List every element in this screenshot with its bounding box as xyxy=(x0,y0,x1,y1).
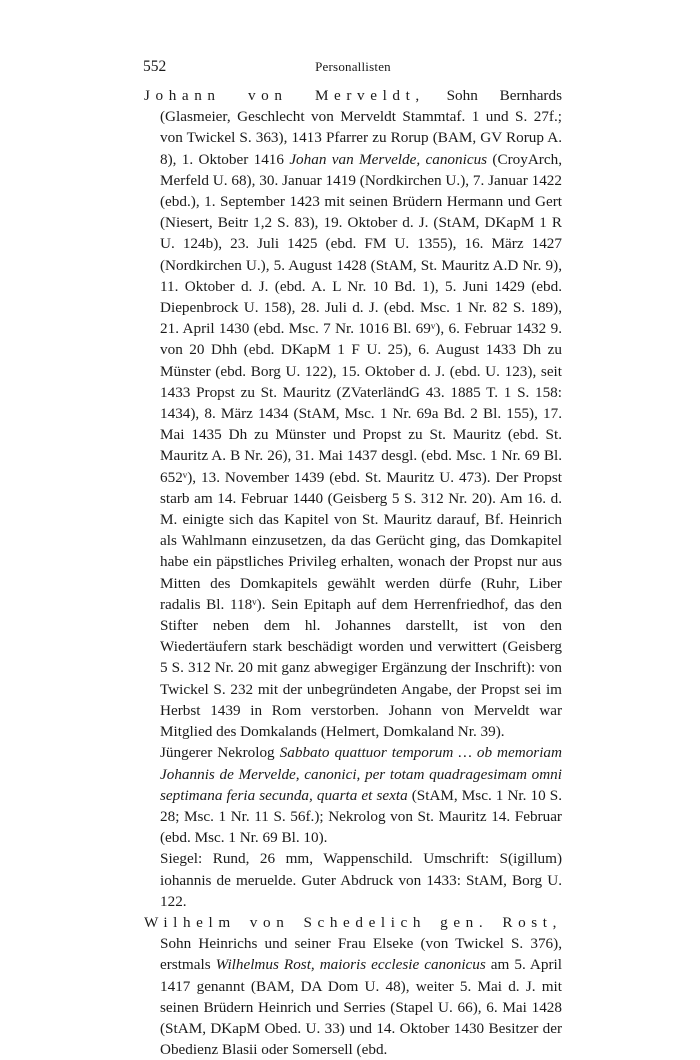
nekrolog-paragraph xyxy=(160,742,562,848)
entry-text: Sohn Bernhards (Glasmeier, Geschlecht von Merveldt Stammtaf. 1 und S. 27f.; von Twickel S. 363), 1413 Pfarrer zu Rorup (BAM, GV Rorup A. 8), 1. Oktober 1416 xyxy=(160,87,562,168)
entry-quote: Wilhelmus Rost, maioris ecclesie canonicus xyxy=(215,956,486,974)
siegel-paragraph: Siegel: Rund, 26 mm, Wappenschild. Umschrift: S(igillum) iohannis de meruelde. Guter Abdruck von 1433: StAM, Borg U. 122. xyxy=(160,850,562,910)
nekrolog-suffix: (StAM, Msc. 1 Nr. 10 S. 28; Msc. 1 Nr. 11 S. 56f.); Nekrolog von St. Mauritz 14. Februar (ebd. Msc. 1 Nr. 69 Bl. 10). xyxy=(160,786,562,847)
text-body xyxy=(144,85,562,1060)
entry-johann-von-merveldt xyxy=(144,85,562,742)
entry-wilhelm-von-schedelich xyxy=(144,912,562,1060)
entry-text-continued: (CroyArch, Merfeld U. 68), 30. Januar 1419 (Nordkirchen U.), 7. Januar 1422 (ebd.), 1. September 1423 mit seinen Brüdern Hermann und Gert (Niesert, Beitr 1,2 S. 83), 19. Oktober d. J. (StAM, DKapM 1 R U. 124b), 23. Juli 1425 (ebd. FM U. 1355), 16. März 1427 (Nordkirchen U.), 5. August 1428 (StAM, St. Mauritz A.D Nr. 9), 11. Oktober d. J. (ebd. A. L Nr. 10 Bd. 1), 5. Juni 1429 (ebd. Diepenbrock U. 158), 28. Juli d. J. (ebd. Msc. 1 Nr. 82 S. 189), 21. April 1430 (ebd. Msc. 7 Nr. 1016 Bl. 69ᵛ), 6. Februar 1432 9. von 20 Dhh (ebd. DKapM 1 F U. 25), 6. August 1433 Dh zu Münster (ebd. Borg U. 122), 15. Oktober d. J. (ebd. U. 123), seit 1433 Propst zu St. Mauritz (ZVaterländG 43. 1885 T. 1 S. 158: 1434), 8. März 1434 (StAM, Msc. 1 Nr. 69a Bd. 2 Bl. 155), 17. Mai 1435 Dh zu Münster und Propst zu St. Mauritz (ebd. St. Mauritz A. B Nr. 26), 31. Mai 1437 desgl. (ebd. Msc. 1 Nr. 69 Bl. 652ᵛ), 13. November 1439 (ebd. St. Mauritz U. 473). Der Propst starb am 14. Februar 1440 (Geisberg 5 S. 312 Nr. 20). Am 16. d. M. einigte sich das Kapitel von St. Mauritz darauf, Bf. Heinrich als Wahlmann einzusetzen, da das Gerücht ging, das Domkapitel habe ein päpstliches Privileg erhalten, wonach der Propst nur aus Mitten des Domkapitels gewählt werden dürfe (Ruhr, Liber radalis Bl. 118ᵛ). Sein Epitaph auf dem Herrenfriedhof, das den Stifter neben dem hl. Johannes darstellt, ist von den Wiedertäufern stark beschädigt worden und verwittert (Geisberg 5 S. 312 Nr. 20 mit ganz abwegiger Ergänzung der Inschrift): von Twickel S. 232 mit der unbegründeten Angabe, der Propst sei im Herbst 1439 in Rom verstorben. Johann von Merveldt war Mitglied des Domkalands (Helmert, Domkaland Nr. 39). xyxy=(160,150,562,741)
entry-quote: Johan van Mervelde, canonicus xyxy=(289,150,488,168)
entry-name: Johann von Merveldt, xyxy=(144,87,425,104)
nekrolog-prefix: Jüngerer Nekrolog xyxy=(160,744,280,762)
entry-text-continued: am 5. April 1417 genannt (BAM, DA Dom U. 48), weiter 5. Mai d. J. mit seinen Brüdern Heinrich und Serries (Stapel U. 66), 6. Mai 1428 (StAM, DKapM Obed. U. 33) und 14. Oktober 1430 Besitzer der Obedienz Blasii oder Somersell (ebd. xyxy=(160,956,562,1059)
running-title: Personallisten xyxy=(315,59,391,74)
nekrolog-quote: Sabbato quattuor temporum … ob memoriam Johannis de Mervelde, canonici, per totam quadragesimam omni septimana feria secunda, quarta et sexta xyxy=(160,744,562,804)
page-header xyxy=(143,58,563,78)
page-number: 552 xyxy=(143,58,167,75)
entry-name: Wilhelm von Schedelich gen. Rost, xyxy=(144,913,562,931)
entry-text: Sohn Heinrichs und seiner Frau Elseke (von Twickel S. 376), erstmals xyxy=(160,935,562,974)
